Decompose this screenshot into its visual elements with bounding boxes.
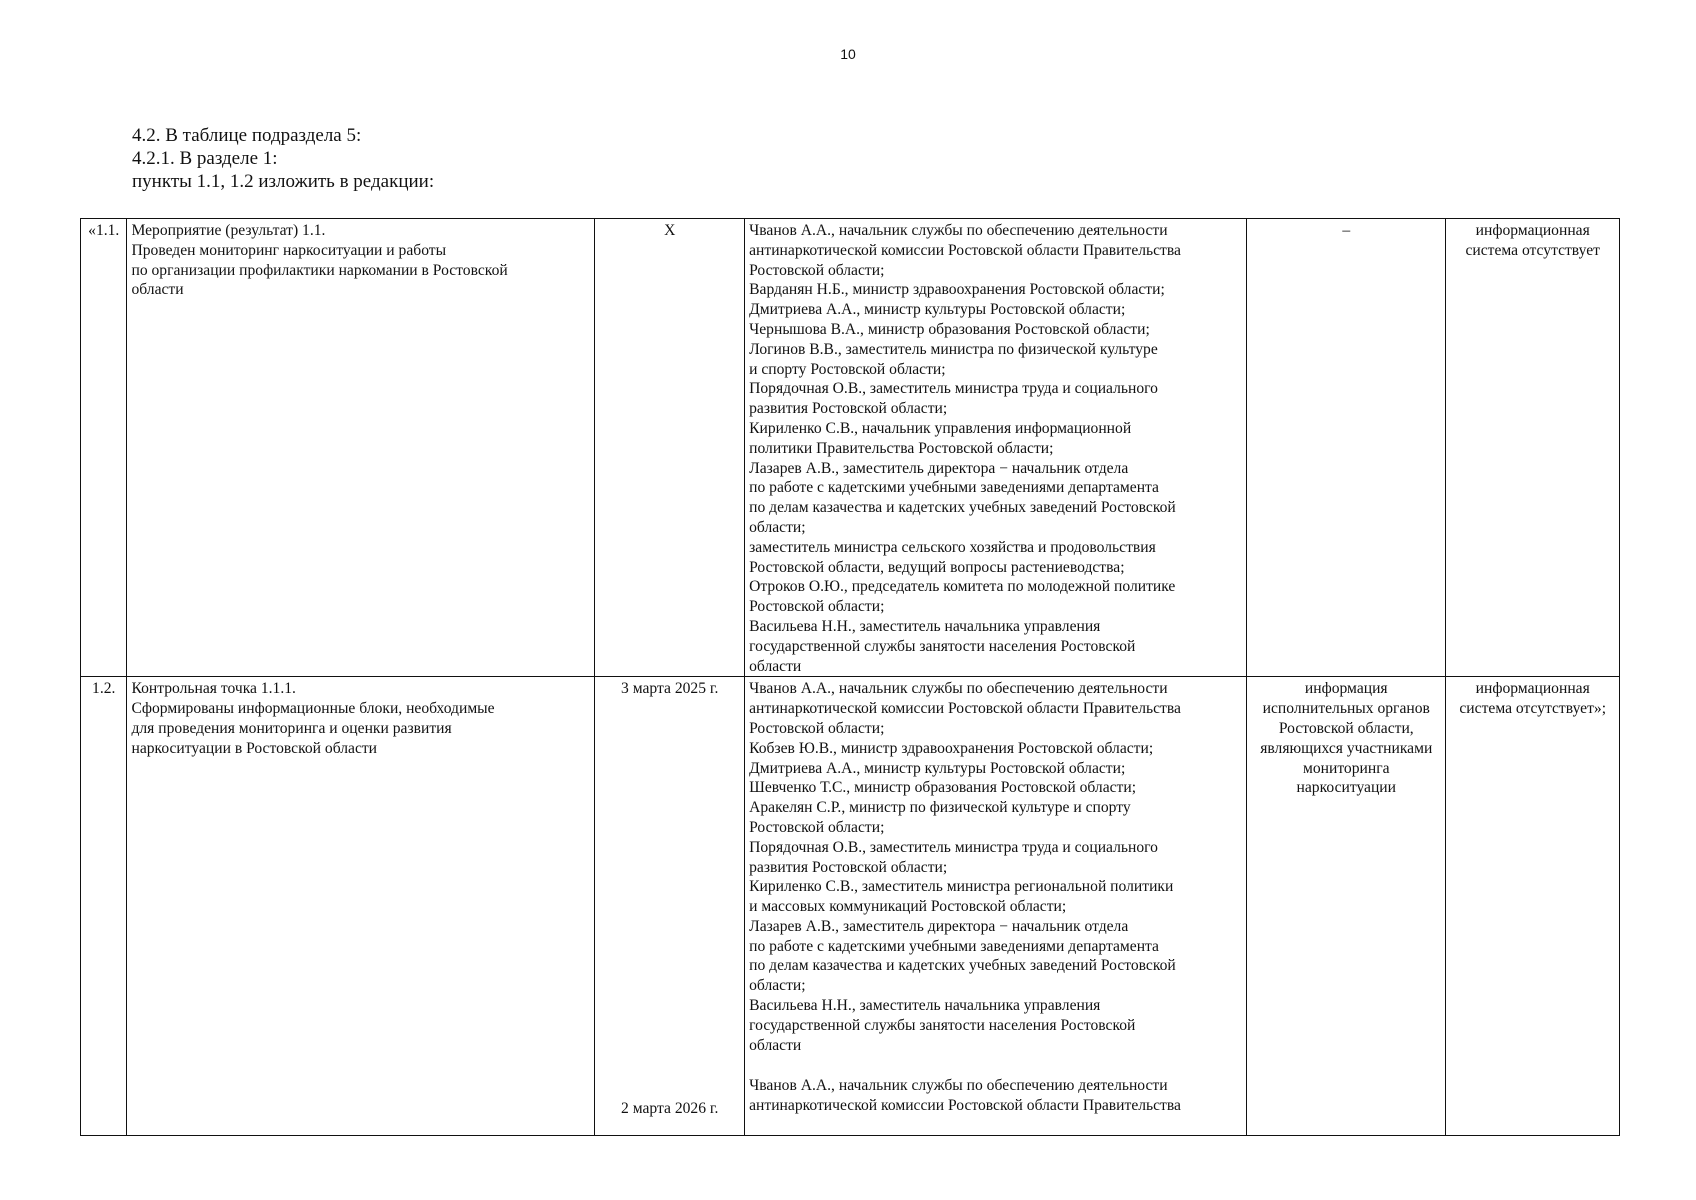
text-line: области <box>749 657 802 675</box>
text-line: Лазарев А.В., заместитель директора − начальник отдела <box>749 917 1129 935</box>
deadline: 3 марта 2025 г. <box>621 680 719 698</box>
text-line: Мероприятие (результат) 1.1. <box>131 222 326 239</box>
activity-name-cell <box>127 677 595 1136</box>
text-line: для проведения мониторинга и оценки развития <box>131 719 452 737</box>
text-line: мониторинга <box>1302 759 1390 777</box>
table-row <box>81 219 1620 677</box>
deadline-second: 2 марта 2026 г. <box>621 1100 719 1118</box>
responsible-cell <box>745 219 1247 677</box>
text-line: государственной службы занятости населения Ростовской <box>749 637 1136 655</box>
text-line: Аракелян С.Р., министр по физической культуре и спорту <box>749 799 1131 817</box>
info-system-cell <box>1446 677 1620 1136</box>
text-line: антинаркотической комиссии Ростовской области Правительства <box>749 700 1181 718</box>
page-number: 10 <box>840 46 856 62</box>
table-row <box>81 677 1620 1136</box>
text-line: Шевченко Т.С., министр образования Ростовской области; <box>749 779 1137 797</box>
text-line: по организации профилактики наркомании в Ростовской <box>131 261 508 279</box>
text-line: система отсутствует <box>1465 241 1600 259</box>
text-line: являющихся участниками <box>1260 739 1433 757</box>
text-line: Проведен мониторинг наркоситуации и работы <box>131 241 447 259</box>
deadline-cell <box>595 677 745 1136</box>
row-number: 1.2. <box>81 677 127 1136</box>
text-line: антинаркотической комиссии Ростовской области Правительства <box>749 1097 1181 1115</box>
text-line: государственной службы занятости населения Ростовской <box>749 1016 1136 1034</box>
text-line: Чванов А.А., начальник службы по обеспечению деятельности <box>749 222 1168 239</box>
text-line: Порядочная О.В., заместитель министра труда и социального <box>749 838 1158 856</box>
text-line: Ростовской области; <box>749 818 885 836</box>
text-line: политики Правительства Ростовской области; <box>749 439 1054 457</box>
text-line: Ростовской области; <box>749 261 885 279</box>
text-line: информационная <box>1475 222 1590 239</box>
text-line: информация <box>1304 680 1388 698</box>
text-line: Варданян Н.Б., министр здравоохранения Ростовской области; <box>749 281 1165 299</box>
intro-line: пункты 1.1, 1.2 изложить в редакции: <box>132 171 435 192</box>
text-line: Ростовской области, ведущий вопросы растениеводства; <box>749 558 1125 576</box>
text-line: Логинов В.В., заместитель министра по физической культуре <box>749 340 1158 358</box>
text-line: Чванов А.А., начальник службы по обеспечению деятельности <box>749 680 1168 698</box>
text-line: Порядочная О.В., заместитель министра труда и социального <box>749 380 1158 398</box>
text-line: по работе с кадетскими учебными заведениями департамента <box>749 937 1159 955</box>
text-line: Васильева Н.Н., заместитель начальника управления <box>749 617 1101 635</box>
text-line: Чванов А.А., начальник службы по обеспечению деятельности <box>749 1077 1168 1095</box>
text-line: антинаркотической комиссии Ростовской области Правительства <box>749 241 1181 259</box>
text-line: области <box>749 1036 802 1054</box>
text-line: – <box>1342 222 1351 239</box>
activities-table <box>80 218 1620 1136</box>
text-line: Кириленко С.В., заместитель министра региональной политики <box>749 878 1174 896</box>
text-line: Дмитриева А.А., министр культуры Ростовской области; <box>749 301 1126 319</box>
text-line: Чернышова В.А., министр образования Ростовской области; <box>749 320 1150 338</box>
text-line: наркоситуации <box>1296 779 1396 797</box>
text-line: Сформированы информационные блоки, необходимые <box>131 700 495 718</box>
intro-line: 4.2. В таблице подраздела 5: <box>132 125 362 146</box>
text-line: развития Ростовской области; <box>749 400 948 418</box>
text-line: наркоситуации в Ростовской области <box>131 739 378 757</box>
deadline: X <box>664 222 676 239</box>
text-line: и массовых коммуникаций Ростовской области; <box>749 898 1067 916</box>
text-line: Отроков О.Ю., председатель комитета по молодежной политике <box>749 578 1176 596</box>
text-line: Ростовской области; <box>749 719 885 737</box>
row-number: «1.1. <box>81 219 127 677</box>
text-line: по делам казачества и кадетских учебных заведений Ростовской <box>749 957 1176 975</box>
deadline-cell <box>595 219 745 677</box>
text-line: Ростовской области, <box>1278 719 1414 737</box>
text-line: Кириленко С.В., начальник управления информационной <box>749 419 1132 437</box>
text-line: Лазарев А.В., заместитель директора − начальник отдела <box>749 459 1129 477</box>
text-line: по работе с кадетскими учебными заведениями департамента <box>749 479 1159 497</box>
document-cell <box>1247 677 1446 1136</box>
text-line: Контрольная точка 1.1.1. <box>131 680 296 698</box>
intro-text <box>132 124 434 193</box>
info-system-cell <box>1446 219 1620 677</box>
text-line: области <box>131 281 184 299</box>
text-line: развития Ростовской области; <box>749 858 948 876</box>
text-line: и спорту Ростовской области; <box>749 360 946 378</box>
responsible-cell <box>745 677 1247 1136</box>
text-line: информационная <box>1475 680 1590 698</box>
text-line: Ростовской области; <box>749 598 885 616</box>
activity-name-cell <box>127 219 595 677</box>
intro-line: 4.2.1. В разделе 1: <box>132 148 278 169</box>
text-line: области; <box>749 518 806 536</box>
text-line: система отсутствует»; <box>1459 700 1607 718</box>
text-line: исполнительных органов <box>1262 700 1430 718</box>
text-line: заместитель министра сельского хозяйства и продовольствия <box>749 538 1156 556</box>
text-line: Кобзев Ю.В., министр здравоохранения Ростовской области; <box>749 739 1154 757</box>
responsible-block-2 <box>749 1076 1242 1116</box>
text-line: Васильева Н.Н., заместитель начальника управления <box>749 997 1101 1015</box>
text-line: области; <box>749 977 806 995</box>
text-line: по делам казачества и кадетских учебных заведений Ростовской <box>749 499 1176 517</box>
document-cell <box>1247 219 1446 677</box>
text-line: Дмитриева А.А., министр культуры Ростовской области; <box>749 759 1126 777</box>
